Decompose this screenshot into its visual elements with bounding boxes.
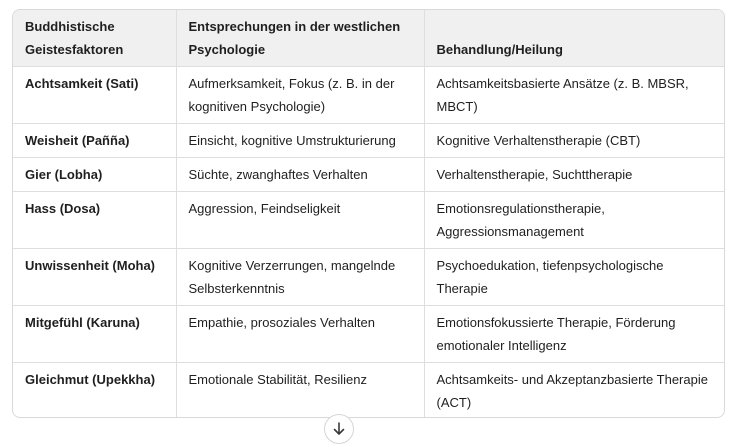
cell-treatment: Achtsamkeits- und Akzeptanzbasierte Therapie (ACT) [436,372,708,410]
cell-factor: Weisheit (Pañña) [13,124,176,158]
header-buddhist-factors: Buddhistische Geistesfaktoren [13,10,176,67]
comparison-table [13,10,724,418]
table-row [13,363,724,419]
cell-treatment: Verhaltenstherapie, Suchttherapie [424,158,724,192]
cell-treatment: Kognitive Verhaltenstherapie (CBT) [424,124,724,158]
cell-western-equivalent: Aufmerksamkeit, Fokus (z. B. in der kognitiven Psychologie) [176,67,424,124]
cell-western-equivalent: Süchte, zwanghaftes Verhalten [176,158,424,192]
header-western-psychology: Entsprechungen in der westlichen Psychologie [176,10,424,67]
table-row [13,249,724,306]
cell-factor: Gleichmut (Upekkha) [13,363,176,419]
table-row [13,67,724,124]
cell-factor: Achtsamkeit (Sati) [13,67,176,124]
table-row [13,158,724,192]
header-treatment: Behandlung/Heilung [424,10,724,67]
cell-western-equivalent: Empathie, prosoziales Verhalten [176,306,424,363]
cell-western-equivalent: Kognitive Verzerrungen, mangelnde Selbsterkenntnis [176,249,424,306]
scroll-to-bottom-button[interactable] [324,414,354,444]
cell-western-equivalent: Einsicht, kognitive Umstrukturierung [176,124,424,158]
cell-factor: Mitgefühl (Karuna) [13,306,176,363]
cell-factor: Hass (Dosa) [13,192,176,249]
table-row [13,124,724,158]
cell-treatment: Psychoedukation, tiefenpsychologische Therapie [424,249,724,306]
cell-factor: Unwissenheit (Moha) [13,249,176,306]
cell-treatment: Achtsamkeitsbasierte Ansätze (z. B. MBSR, MBCT) [424,67,724,124]
cell-treatment: Emotionsfokussierte Therapie, Förderung emotionaler Intelligenz [424,306,724,363]
table-row [13,306,724,363]
cell-western-equivalent: Emotionale Stabilität, Resilienz [176,363,424,419]
cell-treatment: Emotionsregulationstherapie, Aggressionsmanagement [424,192,724,249]
comparison-table-container [12,9,725,418]
table-row [13,192,724,249]
cell-western-equivalent: Aggression, Feindseligkeit [176,192,424,249]
cell-factor: Gier (Lobha) [13,158,176,192]
table-header-row [13,10,724,67]
arrow-down-icon [332,422,346,436]
